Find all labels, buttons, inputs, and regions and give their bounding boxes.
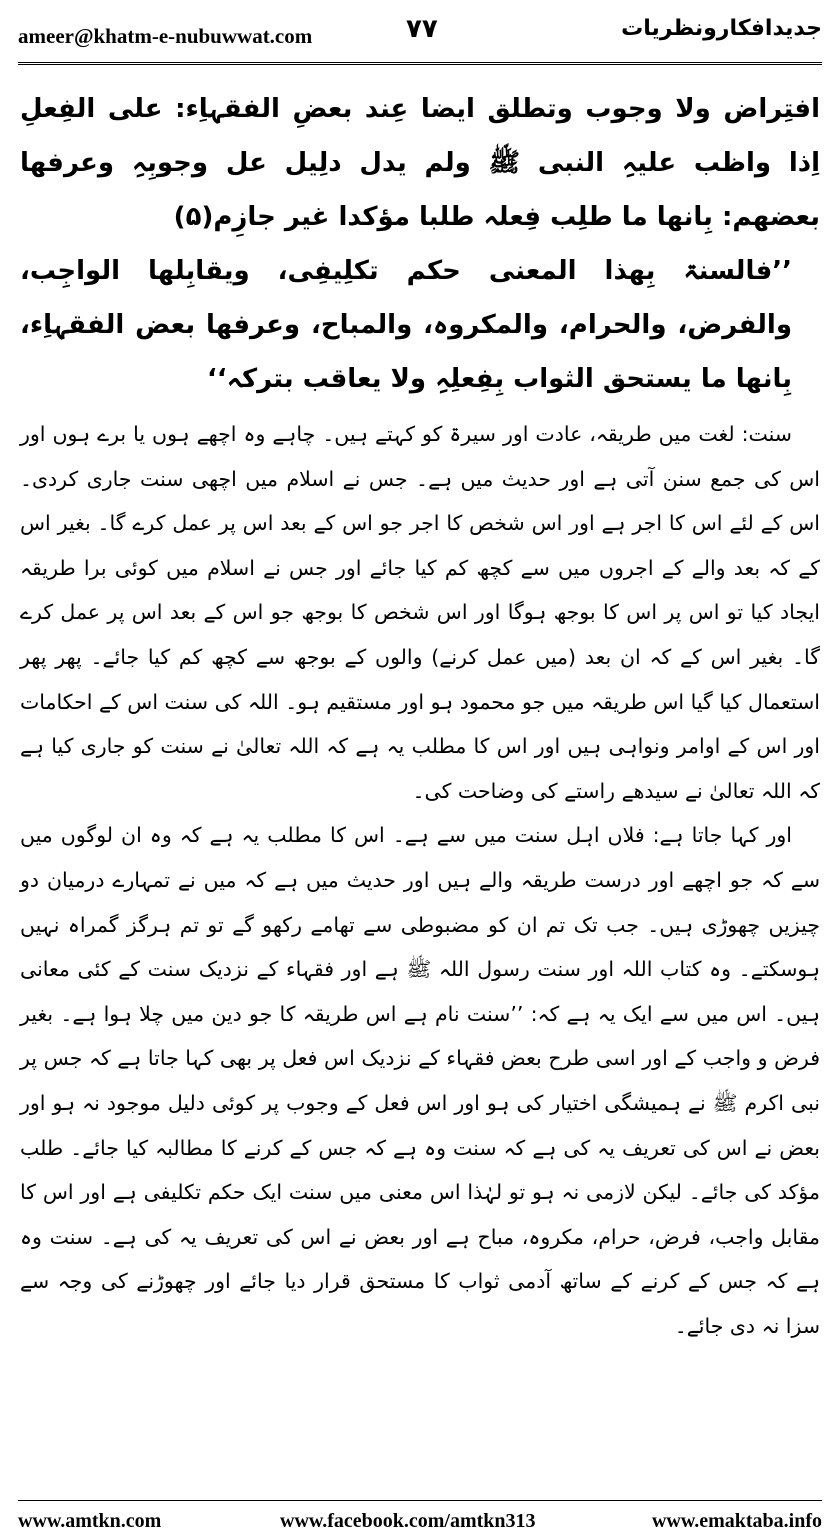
arabic-quote-paragraph: ’’فالسنۃ بِھذا المعنی حکم تکلِیفِی، ویقابِلھا الواجِب، والفرض، والحرام، والمکروہ، والمباح، وعرفھا بعض الفقہاِء، بِانھا ما یستحق الثواب بِفِعلِہِ ولا یعاقب بترکہ‘‘ (20, 256, 792, 394)
footer-facebook-link[interactable]: www.facebook.com/amtkn313 (280, 1510, 536, 1532)
footer-website-emaktaba[interactable]: www.emaktaba.info (651, 1510, 822, 1532)
footer-website-amtkn[interactable]: www.amtkn.com (18, 1510, 162, 1532)
page-number: ۷۷ (406, 14, 438, 44)
urdu-body (20, 412, 820, 1348)
book-title: جدیدافکارونظریات (621, 16, 822, 41)
footer-divider (18, 1500, 822, 1501)
header-divider (18, 62, 822, 69)
urdu-paragraph-1: سنت: لغت میں طریقہ، عادت اور سیرۃ کو کہتے ہیں۔ چاہے وہ اچھے ہوں یا برے ہوں اور اس کی جمع سنن آتی ہے اور حدیث میں ہے۔ جس نے اسلام میں اچھی سنت جاری کردی۔ اس کے لئے اس کا اجر ہے اور اس شخص کا اجر جو اس کے بعد اس پر عمل کرے گا۔ بغیر اس کے کہ بعد والے کے اجروں میں سے کچھ کم کیا جائے اور جس نے اسلام میں کوئی برا طریقہ ایجاد کیا تو اس پر اس کا بوجھ ہوگا اور اس شخص کا بوجھ جو اس کے بعد اس پر عمل کرے گا۔ بغیر اس کے کہ ان بعد (میں عمل کرنے) والوں کے بوجھ سے کچھ کم کیا جائے۔ پھر پھر استعمال کیا گیا اس طریقہ میں جو محمود ہو اور مستقیم ہو۔ اللہ کی سنت اس کے احکامات اور اس کے اوامر ونواہی ہیں اور اس کا مطلب یہ ہے کہ اللہ تعالیٰ نے سنت کو جاری کیا ہے کہ اللہ تعالیٰ نے سیدھے راستے کی وضاحت کی۔ (20, 422, 820, 803)
arabic-quotation (20, 82, 820, 406)
page-header (18, 14, 822, 56)
header-email: ameer@khatm-e-nubuwwat.com (18, 24, 313, 48)
arabic-paragraph: افتِراض ولا وجوب وتطلق ایضا عِند بعضِ الفقہاِء: علی الفِعلِ اِذا واظب علیہِ النبی ﷺ ولم یدل دلِیل عل وجوبِہِ وعرفھا بعضھم: بِانھا ما طلِب فِعلہ طلبا مؤکدا غیر جازِم(۵) (20, 94, 820, 232)
page-footer (18, 1510, 822, 1534)
urdu-paragraph-2: اور کہا جاتا ہے: فلاں اہل سنت میں سے ہے۔ اس کا مطلب یہ ہے کہ وہ ان لوگوں میں سے کہ جو اچھے اور درست طریقہ والے ہیں اور حدیث میں ہے کہ میں نے تمہارے درمیان دو چیزیں چھوڑی ہیں۔ جب تک تم ان کو مضبوطی سے تھامے رکھو گے تو تم ہرگز گمراہ نہیں ہوسکتے۔ وہ کتاب اللہ اور سنت رسول اللہ ﷺ ہے اور فقہاء کے نزدیک سنت کے کئی معانی ہیں۔ اس میں سے ایک یہ ہے کہ: ’’سنت نام ہے اس طریقہ کا جو دین میں چلا ہوا ہے۔ بغیر فرض و واجب کے اور اسی طرح بعض فقہاء کے نزدیک اس فعل پر بھی کہا جاتا ہے کہ جس پر نبی اکرم ﷺ نے ہمیشگی اختیار کی ہو اور اس فعل کے وجوب پر کوئی دلیل موجود نہ ہو اور بعض نے اس کی تعریف یہ کی ہے کہ سنت وہ ہے کہ جس کے کرنے کا مطالبہ کیا جائے۔ طلب مؤکد کی جائے۔ لیکن لازمی نہ ہو تو لہٰذا اس معنی میں سنت ایک حکم تکلیفی ہے اور اس کا مقابل واجب، فرض، حرام، مکروہ، مباح ہے اور بعض نے اس کی تعریف یہ کی ہے۔ سنت وہ ہے کہ جس کے کرنے کے ساتھ آدمی ثواب کا مستحق قرار دیا جائے اور چھوڑنے کی وجہ سے سزا نہ دی جائے۔ (20, 823, 820, 1338)
